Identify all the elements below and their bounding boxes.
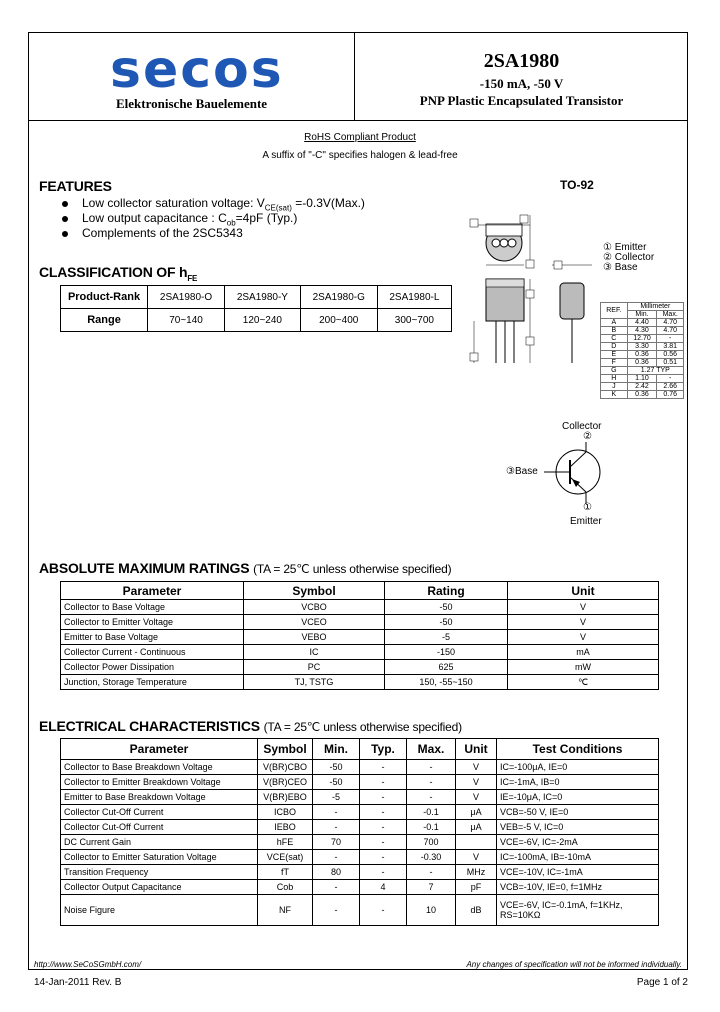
unit-cell: ℃ — [508, 675, 659, 690]
pin-label: ② Collector — [603, 252, 655, 263]
electrical-note: (TA = 25℃ unless otherwise specified) — [263, 720, 462, 734]
unit-cell: pF — [456, 880, 497, 895]
min-cell: 80 — [313, 865, 360, 880]
table-row — [61, 805, 659, 820]
feature-sub: ob — [226, 218, 236, 228]
secos-logo: secos — [110, 40, 284, 100]
max-cell: 7 — [407, 880, 456, 895]
row-header: Product-Rank — [61, 286, 148, 309]
col-header: Max. — [407, 739, 456, 760]
symbol-cell: PC — [244, 660, 385, 675]
condition-cell: VCE=-10V, IC=-1mA — [497, 865, 659, 880]
table-row — [61, 820, 659, 835]
unit-cell: V — [508, 615, 659, 630]
dim-cell: 0.56 — [657, 351, 684, 359]
table-row — [61, 600, 659, 615]
dim-cell: 2.42 — [627, 383, 657, 391]
condition-cell — [497, 895, 659, 926]
dim-cell: D — [601, 343, 628, 351]
table-row — [61, 309, 452, 332]
table-row — [601, 375, 684, 383]
feature-text: Low collector saturation voltage: V — [82, 196, 265, 210]
condition-cell: IC=-1mA, IB=0 — [497, 775, 659, 790]
param-cell: Collector to Emitter Voltage — [61, 615, 244, 630]
dim-cell: G — [601, 367, 628, 375]
table-row — [61, 790, 659, 805]
table-row — [61, 775, 659, 790]
symbol-cell: VCE(sat) — [258, 850, 313, 865]
unit-cell: V — [508, 600, 659, 615]
dim-cell: C — [601, 335, 628, 343]
symbol-cell: hFE — [258, 835, 313, 850]
symbol-cell: V(BR)CBO — [258, 760, 313, 775]
table-row — [61, 645, 659, 660]
table-row — [601, 391, 684, 399]
footer-url[interactable]: http://www.SeCoSGmbH.com/ — [34, 960, 142, 969]
feature-item: Complements of the 2SC5343 — [82, 226, 243, 240]
param-cell: Collector Power Dissipation — [61, 660, 244, 675]
typ-cell: 4 — [360, 880, 407, 895]
unit-cell: μA — [456, 820, 497, 835]
param-cell: Collector to Emitter Breakdown Voltage — [61, 775, 258, 790]
unit-cell: mW — [508, 660, 659, 675]
typ-cell: - — [360, 820, 407, 835]
condition-cell: IC=-100mA, IB=-10mA — [497, 850, 659, 865]
table-row — [61, 895, 659, 926]
min-cell: - — [313, 805, 360, 820]
electrical-table — [60, 738, 659, 926]
part-ratings: -150 mA, -50 V — [479, 76, 564, 91]
dim-cell: F — [601, 359, 628, 367]
param-cell: Emitter to Base Voltage — [61, 630, 244, 645]
table-row — [601, 351, 684, 359]
rating-cell: 625 — [385, 660, 508, 675]
rank-cell: 2SA1980-O — [148, 286, 225, 309]
rank-cell: 2SA1980-G — [300, 286, 377, 309]
col-header: Parameter — [61, 582, 244, 600]
classification-sub: FE — [187, 273, 198, 283]
param-cell: Collector Cut-Off Current — [61, 805, 258, 820]
row-header: Range — [61, 309, 148, 332]
table-header-row — [61, 739, 659, 760]
date-revision: 14-Jan-2011 Rev. B — [34, 977, 122, 988]
dim-cell: 4.30 — [627, 327, 657, 335]
rating-cell: 150, -55~150 — [385, 675, 508, 690]
dim-cell: 1.27 TYP — [627, 367, 683, 375]
package-title: TO-92 — [560, 178, 594, 192]
table-row — [601, 343, 684, 351]
table-row — [601, 335, 684, 343]
dim-cell: 3.81 — [657, 343, 684, 351]
range-cell: 70~140 — [148, 309, 225, 332]
param-cell: Transition Frequency — [61, 865, 258, 880]
table-row — [61, 880, 659, 895]
dim-header: Min. — [627, 311, 657, 319]
dim-cell: 2.66 — [657, 383, 684, 391]
param-cell: Junction, Storage Temperature — [61, 675, 244, 690]
table-row — [601, 367, 684, 375]
page-number: Page 1 of 2 — [636, 977, 688, 988]
condition-cell: VCB=-10V, IE=0, f=1MHz — [497, 880, 659, 895]
table-row — [61, 850, 659, 865]
dim-header: Max. — [657, 311, 684, 319]
max-cell: 10 — [407, 895, 456, 926]
table-row — [61, 760, 659, 775]
features-heading: FEATURES — [39, 178, 112, 194]
param-cell: Emitter to Base Breakdown Voltage — [61, 790, 258, 805]
symbol-base-label: ③Base — [506, 466, 538, 477]
condition-cell: VEB=-5 V, IC=0 — [497, 820, 659, 835]
symbol-collector-label: Collector — [562, 421, 602, 432]
dim-cell: - — [657, 335, 684, 343]
col-header: Unit — [456, 739, 497, 760]
typ-cell: - — [360, 865, 407, 880]
unit-cell: V — [456, 850, 497, 865]
feature-item — [82, 196, 365, 212]
dim-header: REF. — [601, 303, 628, 319]
param-cell: Collector to Emitter Saturation Voltage — [61, 850, 258, 865]
table-row — [61, 615, 659, 630]
typ-cell: - — [360, 895, 407, 926]
dim-header: Millimeter — [627, 303, 683, 311]
typ-cell: - — [360, 790, 407, 805]
pnp-transistor-symbol — [538, 440, 608, 506]
typ-cell: - — [360, 775, 407, 790]
table-row — [61, 835, 659, 850]
classification-heading — [39, 264, 197, 283]
typ-cell: - — [360, 850, 407, 865]
rating-cell: -150 — [385, 645, 508, 660]
abs-max-heading — [39, 560, 451, 576]
table-row — [601, 327, 684, 335]
dim-cell: B — [601, 327, 628, 335]
unit-cell: V — [456, 775, 497, 790]
bullet — [62, 216, 68, 222]
col-header: Test Conditions — [497, 739, 659, 760]
dim-cell: 4.70 — [657, 319, 684, 327]
symbol-cell: VCEO — [244, 615, 385, 630]
to92-package-drawing — [468, 205, 608, 405]
header-bottom-rule — [28, 120, 688, 121]
param-cell: Collector to Base Voltage — [61, 600, 244, 615]
range-cell: 120~240 — [225, 309, 301, 332]
rank-cell: 2SA1980-L — [377, 286, 451, 309]
dim-cell: 3.30 — [627, 343, 657, 351]
symbol-cell: Cob — [258, 880, 313, 895]
dim-cell: E — [601, 351, 628, 359]
col-header: Symbol — [258, 739, 313, 760]
feature-sub: CE(sat) — [264, 203, 292, 213]
typ-cell: - — [360, 835, 407, 850]
symbol-cell: V(BR)EBO — [258, 790, 313, 805]
halogen-note: A suffix of "-C" specifies halogen & lead-free — [262, 150, 458, 161]
rohs-line: RoHS Compliant Product — [304, 132, 416, 143]
param-cell: Collector Output Capacitance — [61, 880, 258, 895]
range-cell: 300~700 — [377, 309, 451, 332]
rating-cell: -50 — [385, 600, 508, 615]
min-cell: 70 — [313, 835, 360, 850]
col-header: Rating — [385, 582, 508, 600]
min-cell: - — [313, 895, 360, 926]
rank-cell: 2SA1980-Y — [225, 286, 301, 309]
dim-cell: 0.36 — [627, 351, 657, 359]
param-cell: Collector Cut-Off Current — [61, 820, 258, 835]
dim-cell: 0.76 — [657, 391, 684, 399]
dim-cell: 0.51 — [657, 359, 684, 367]
max-cell: - — [407, 775, 456, 790]
max-cell: - — [407, 760, 456, 775]
dimension-table — [600, 302, 684, 399]
table-row — [601, 359, 684, 367]
classification-table — [60, 285, 452, 332]
logo-subtitle: Elektronische Bauelemente — [116, 96, 268, 111]
dim-cell: 1.10 — [627, 375, 657, 383]
dim-cell: J — [601, 383, 628, 391]
max-cell: - — [407, 865, 456, 880]
condition-line: VCE=-6V, IC=-0.1mA, f=1KHz, — [500, 900, 623, 910]
max-cell: -0.30 — [407, 850, 456, 865]
max-cell: -0.1 — [407, 805, 456, 820]
symbol-cell: NF — [258, 895, 313, 926]
dim-cell: 0.36 — [627, 391, 657, 399]
table-row — [601, 303, 684, 311]
min-cell: -5 — [313, 790, 360, 805]
feature-item — [82, 211, 297, 227]
max-cell: -0.1 — [407, 820, 456, 835]
abs-max-note: (TA = 25℃ unless otherwise specified) — [253, 562, 452, 576]
rating-cell: -50 — [385, 615, 508, 630]
typ-cell: - — [360, 760, 407, 775]
part-description: PNP Plastic Encapsulated Transistor — [419, 93, 624, 108]
condition-line: RS=10KΩ — [500, 910, 541, 920]
unit-cell: mA — [508, 645, 659, 660]
col-header: Typ. — [360, 739, 407, 760]
part-number: 2SA1980 — [483, 50, 560, 72]
dim-cell: 12.70 — [627, 335, 657, 343]
table-row — [601, 383, 684, 391]
min-cell: -50 — [313, 760, 360, 775]
dim-cell: 4.40 — [627, 319, 657, 327]
col-header: Unit — [508, 582, 659, 600]
condition-cell: IE=-10μA, IC=0 — [497, 790, 659, 805]
dim-cell: K — [601, 391, 628, 399]
symbol-emitter-label: Emitter — [570, 516, 602, 527]
symbol-cell: VEBO — [244, 630, 385, 645]
feature-text: Low output capacitance : C — [82, 211, 227, 225]
range-cell: 200~400 — [300, 309, 377, 332]
abs-max-table — [60, 581, 659, 690]
dim-cell: - — [657, 375, 684, 383]
table-row — [61, 660, 659, 675]
dim-cell: 4.70 — [657, 327, 684, 335]
unit-cell: μA — [456, 805, 497, 820]
unit-cell: MHz — [456, 865, 497, 880]
symbol-cell: IEBO — [258, 820, 313, 835]
unit-cell: dB — [456, 895, 497, 926]
pin-label: ① Emitter — [603, 242, 647, 253]
symbol-pin-e: ① — [583, 502, 592, 513]
param-cell: Noise Figure — [61, 895, 258, 926]
max-cell: 700 — [407, 835, 456, 850]
rating-cell: -5 — [385, 630, 508, 645]
max-cell: - — [407, 790, 456, 805]
condition-cell: IC=-100μA, IE=0 — [497, 760, 659, 775]
unit-cell: V — [456, 760, 497, 775]
col-header: Min. — [313, 739, 360, 760]
param-cell: Collector Current - Continuous — [61, 645, 244, 660]
symbol-cell: IC — [244, 645, 385, 660]
param-cell: DC Current Gain — [61, 835, 258, 850]
feature-value: =4pF (Typ.) — [235, 211, 298, 225]
min-cell: - — [313, 820, 360, 835]
electrical-heading — [39, 718, 462, 734]
condition-cell: VCE=-6V, IC=-2mA — [497, 835, 659, 850]
pin-label: ③ Base — [603, 262, 638, 273]
condition-cell: VCB=-50 V, IE=0 — [497, 805, 659, 820]
unit-cell — [456, 835, 497, 850]
symbol-cell: fT — [258, 865, 313, 880]
min-cell: - — [313, 850, 360, 865]
min-cell: -50 — [313, 775, 360, 790]
table-row — [61, 675, 659, 690]
classification-title: CLASSIFICATION OF h — [39, 264, 188, 280]
symbol-cell: VCBO — [244, 600, 385, 615]
min-cell: - — [313, 880, 360, 895]
dim-cell: A — [601, 319, 628, 327]
bullet — [62, 201, 68, 207]
param-cell: Collector to Base Breakdown Voltage — [61, 760, 258, 775]
table-row — [61, 865, 659, 880]
col-header: Parameter — [61, 739, 258, 760]
bullet — [62, 231, 68, 237]
symbol-cell: ICBO — [258, 805, 313, 820]
footer-notice: Any changes of specification will not be informed individually. — [466, 960, 682, 969]
table-row — [61, 630, 659, 645]
abs-max-title: ABSOLUTE MAXIMUM RATINGS — [39, 560, 250, 576]
electrical-title: ELECTRICAL CHARACTERISTICS — [39, 718, 260, 734]
table-header-row — [61, 582, 659, 600]
unit-cell: V — [456, 790, 497, 805]
table-row — [61, 286, 452, 309]
feature-value: =-0.3V(Max.) — [291, 196, 365, 210]
symbol-cell: V(BR)CEO — [258, 775, 313, 790]
table-row — [601, 319, 684, 327]
typ-cell: - — [360, 805, 407, 820]
symbol-cell: TJ, TSTG — [244, 675, 385, 690]
dim-cell: H — [601, 375, 628, 383]
dim-cell: 0.36 — [627, 359, 657, 367]
unit-cell: V — [508, 630, 659, 645]
col-header: Symbol — [244, 582, 385, 600]
symbol-pin-c: ② — [583, 431, 592, 442]
